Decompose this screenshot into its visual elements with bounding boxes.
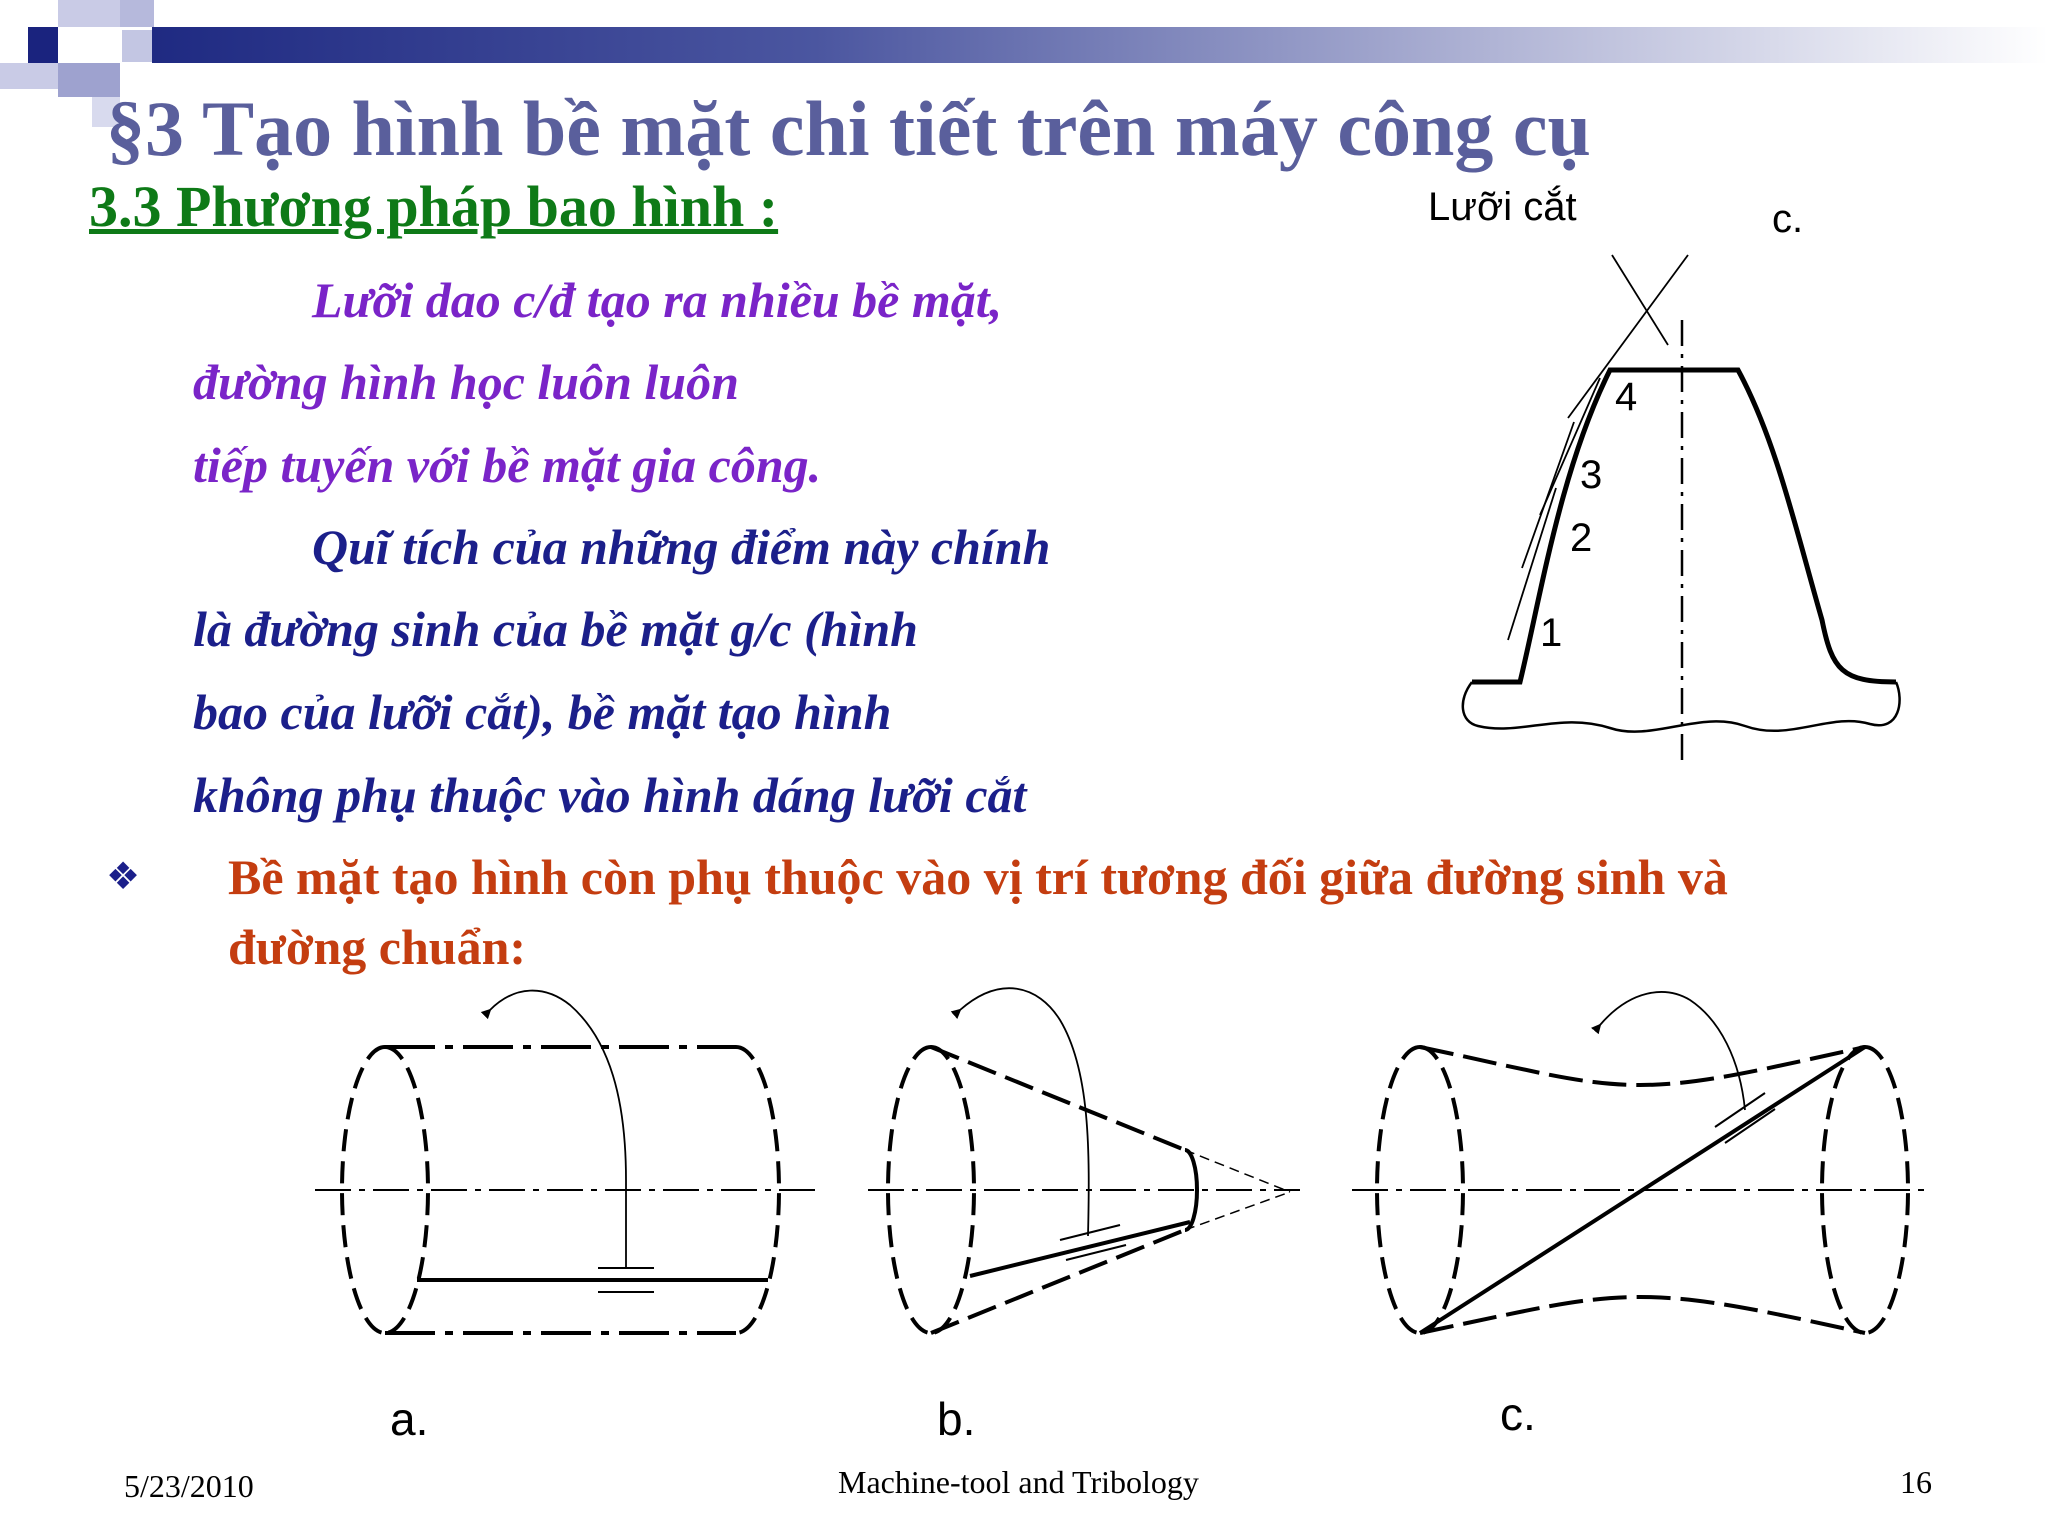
bullet-line: Bề mặt tạo hình còn phụ thuộc vào vị trí tương đối giữa đường sinh và	[228, 849, 1728, 905]
tooth-point-label: 2	[1570, 516, 1593, 560]
figure-label-a: a.	[390, 1393, 429, 1445]
diamond-bullet-icon: ❖	[106, 856, 141, 898]
paragraph-line: Lưỡi dao c/đ tạo ra nhiều bề mặt,	[312, 272, 1003, 328]
paragraph-line: tiếp tuyến với bề mặt gia công.	[193, 437, 822, 493]
tooth-profile-figure	[1428, 184, 1900, 762]
bullet-line: đường chuẩn:	[228, 919, 527, 975]
tooth-figure-label: c.	[1772, 197, 1804, 241]
tooth-point-label: 1	[1540, 611, 1563, 655]
figure-label-c: c.	[1500, 1388, 1536, 1440]
footer-title: Machine-tool and Tribology	[838, 1464, 1199, 1500]
paragraph-line: không phụ thuộc vào hình dáng lưỡi cắt	[193, 767, 1027, 823]
paragraph-line: đường hình học luôn luôn	[193, 354, 739, 410]
surface-figure-hyperboloid	[1352, 992, 1925, 1333]
surface-figure-cone	[868, 988, 1300, 1333]
section-subtitle: 3.3 Phương pháp bao hình :	[89, 174, 779, 239]
paragraph-line: là đường sinh của bề mặt g/c (hình	[193, 601, 918, 657]
tooth-point-label: 3	[1580, 453, 1603, 497]
surface-figure-cylinder	[315, 991, 815, 1333]
paragraph-line: Quĩ tích của những điểm này chính	[312, 519, 1051, 575]
tooth-point-label: 4	[1615, 375, 1638, 419]
slide-title: §3 Tạo hình bề mặt chi tiết trên máy công cụ	[106, 85, 1591, 172]
cutting-edge-label: Lưỡi cắt	[1428, 185, 1577, 229]
figure-label-b: b.	[937, 1393, 976, 1445]
page-number: 16	[1900, 1464, 1932, 1500]
paragraph-line: bao của lưỡi cắt), bề mặt tạo hình	[193, 684, 892, 740]
footer-date: 5/23/2010	[124, 1468, 254, 1504]
